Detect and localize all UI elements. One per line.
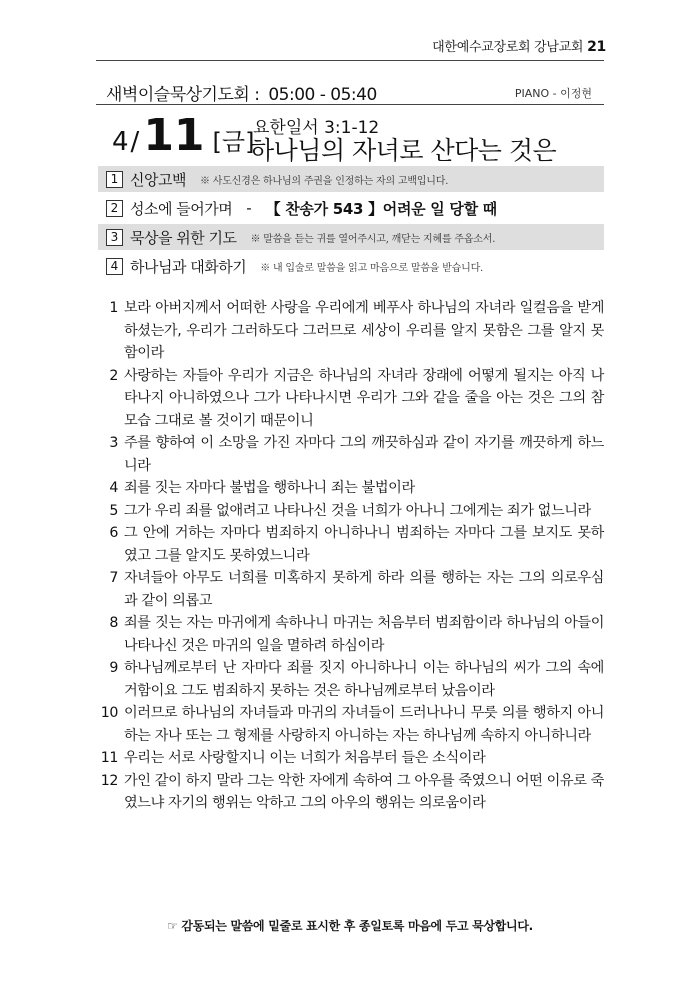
section-number: 3 [106,229,123,246]
verse-text: 가인 같이 하지 말라 그는 악한 자에게 속하여 그 아우를 죽였으니 어떤 이유로 죽였느냐 자기의 행위는 악하고 그의 아우의 행위는 의로움이라 [124,772,604,811]
section-number: 4 [106,258,123,275]
verse-number: 3 [109,435,118,451]
verse-text: 죄를 짓는 자마다 불법을 행하나니 죄는 불법이라 [124,480,415,496]
verse-text: 그 안에 거하는 자마다 범죄하지 아니하나니 범죄하는 자마다 그를 보지도 못하였고 그를 알지도 못하였느니라 [124,525,604,564]
date-slash: / [130,127,140,157]
hymn-title: 【 찬송가 543 】어려운 일 당할 때 [265,199,497,218]
section-dash: - [246,199,252,217]
verse [96,500,604,523]
verse-number: 8 [109,615,118,631]
section-prayer [98,224,604,250]
verse-number: 1 [109,300,118,316]
verse-number: 5 [109,502,118,519]
section-number: 1 [106,171,123,188]
verse-text: 우리는 서로 사랑할지니 이는 너희가 처음부터 들은 소식이라 [124,750,486,766]
verse-number: 2 [109,367,118,384]
section-label: 신앙고백 [130,170,186,189]
verse-number: 7 [109,570,118,586]
section-dialogue [98,253,604,279]
section-label: 묵상을 위한 기도 [130,228,237,247]
verse [96,747,604,770]
section-note: ※ 내 입술로 말씀을 읽고 마음으로 말씀을 받습니다. [260,262,484,274]
verse-number: 9 [109,660,118,676]
scripture-passage: 요한일서 3:1-12 [253,118,380,138]
verse-text: 죄를 짓는 자는 마귀에게 속하나니 마귀는 처음부터 범죄함이라 하나님의 아들이 나타나신 것은 마귀의 일을 멸하려 하심이라 [124,615,604,654]
verse-number: 4 [109,480,118,496]
verse [96,770,604,815]
verse [96,432,604,477]
section-note: ※ 말씀을 듣는 귀를 열어주시고, 깨닫는 지혜를 주옵소서. [250,233,496,245]
verse [96,702,604,747]
section-note: ※ 사도신경은 하나님의 주권을 인정하는 자의 고백입니다. [199,175,449,187]
verse-text: 보라 아버지께서 어떠한 사랑을 우리에게 베푸사 하나님의 자녀라 일컬음을 받게 하셨는가, 우리가 그러하도다 그러므로 세상이 우리를 알지 못함은 그를 알지 못함이라 [124,300,604,361]
verse [96,657,604,702]
verse-number: 11 [100,750,118,766]
verse [96,477,604,500]
verse-number: 6 [109,525,118,541]
section-number: 2 [106,200,123,217]
page-number: 21 [587,39,606,55]
verse [96,365,604,433]
service-name: 새벽이슬묵상기도회 : [106,85,265,105]
section-label: 하나님과 대화하기 [130,257,247,276]
verse-text: 그가 우리 죄를 없애려고 나타나신 것을 너희가 아나니 그에게는 죄가 없느니라 [124,502,591,519]
sermon-title: 하나님의 자녀로 산다는 것은 [250,136,557,165]
church-name: 대한예수교장로회 강남교회 [432,40,584,55]
header-divider [96,60,604,61]
page-header [432,36,606,55]
date-month: 4 [112,127,129,157]
service-time: 05:00 - 05:40 [268,85,377,105]
verse [96,567,604,612]
meditation-instruction: ☞ 감동되는 말씀에 밑줄로 표시한 후 종일토록 마음에 두고 묵상합니다. [167,919,533,933]
verse-number: 10 [100,705,118,721]
section-entering [98,195,604,221]
verse-text: 주를 향하여 이 소망을 가진 자마다 그의 깨끗하심과 같이 자기를 깨끗하게 하느니라 [124,435,604,474]
pianist: PIANO - 이정현 [514,87,592,100]
verse-text: 이러므로 하나님의 자녀들과 마귀의 자녀들이 드러나나니 무릇 의를 행하지 아니하는 자나 또는 그 형제를 사랑하지 아니하는 자는 하나님께 속하지 아니하니라 [124,705,604,744]
verse [96,522,604,567]
section-confession [98,166,604,192]
verse-text: 사랑하는 자들아 우리가 지금은 하나님의 자녀라 장래에 어떻게 될지는 아직 나타나지 아니하였으나 그가 나타나시면 우리가 그와 같을 줄을 아는 것은 그의 참모습 그대로 볼 것이기 때문이니 [124,367,604,429]
verse-text: 하나님께로부터 난 자마다 죄를 짓지 아니하나니 이는 하나님의 씨가 그의 속에 거함이요 그도 범죄하지 못하는 것은 하나님께로부터 났음이라 [124,660,604,699]
date-day: 11 [143,110,205,161]
verse-text: 자녀들아 아무도 너희를 미혹하지 못하게 하라 의를 행하는 자는 그의 의로우심과 같이 의롭고 [124,570,604,609]
service-line [106,80,377,105]
section-label: 성소에 들어가며 [130,199,233,218]
date-block [112,110,255,161]
verse [96,612,604,657]
date-weekday: [금] [212,128,255,156]
service-divider [96,104,604,105]
verse [96,297,604,365]
scripture-verses [96,297,604,815]
verse-number: 12 [100,772,118,789]
